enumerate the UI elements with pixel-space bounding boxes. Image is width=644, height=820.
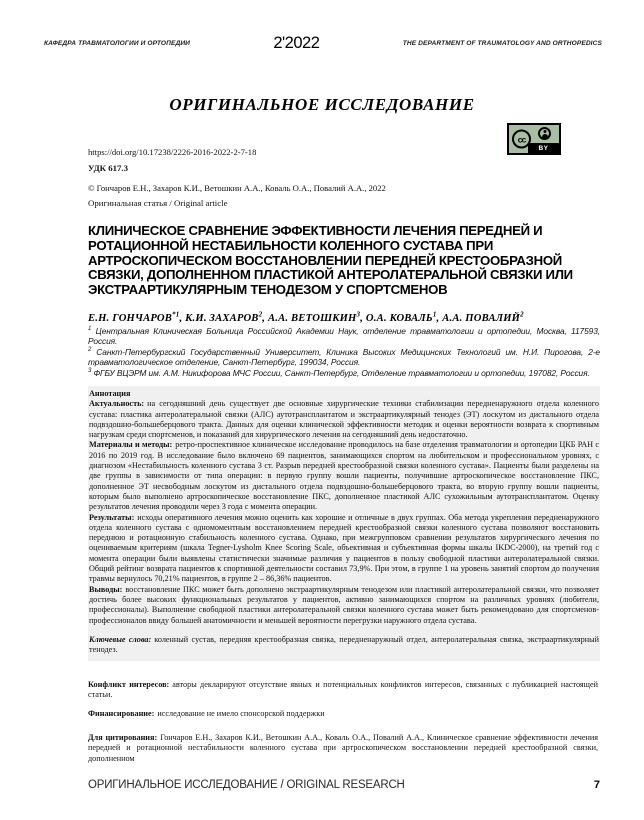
running-head-right: THE DEPARTMENT OF TRAUMATOLOGY AND ORTHOPEDICS bbox=[402, 40, 602, 47]
abstract-heading: Аннотация bbox=[89, 389, 131, 398]
copyright-line: © Гончаров Е.Н., Захаров К.И., Ветошкин А.А., Коваль О.А., Повалий А.А., 2022 bbox=[88, 183, 386, 193]
author-name: А.А. ПОВАЛИЙ bbox=[442, 312, 521, 324]
author-name: А.А. ВЕТОШКИН bbox=[267, 312, 357, 324]
abstract-methods-label: Материалы и методы: bbox=[89, 440, 173, 450]
author-name: О.А. КОВАЛЬ bbox=[365, 312, 433, 324]
abstract-results bbox=[89, 513, 599, 585]
person-body-shape bbox=[542, 134, 548, 138]
keywords-text: коленный сустав, передняя крестообразная связка, передненаружный отдел, антеролатеральная связка, экстраартикулярный тенодез. bbox=[89, 634, 599, 655]
citation-text: Гончаров Е.Н., Захаров К.И., Ветошкин А.А., Коваль О.А., Повалий А.А., Клиническое сравнение эффективности лечения передней и ротационной нестабильности коленного сустава при артроскопическом восстановлении передней крестообразной связки, дополненном bbox=[88, 733, 598, 763]
affiliation-number: 2 bbox=[88, 347, 92, 354]
author bbox=[267, 310, 366, 324]
citation-statement bbox=[88, 733, 598, 764]
udk-code: УДК 617.3 bbox=[88, 163, 128, 173]
author-affiliation-mark: 1 bbox=[432, 310, 437, 318]
author-affiliation-mark: 2 bbox=[520, 310, 524, 318]
affiliation-text: ФГБУ ВЦЭРМ им. А.М. Никифорова МЧС России, Санкт-Петербург, Отделение травматологии и ортопедии, 197082, Россия. bbox=[93, 368, 590, 379]
affiliation-number: 3 bbox=[88, 368, 92, 375]
conflict-label: Конфликт интересов: bbox=[88, 680, 170, 689]
keywords-label: Ключевые слова: bbox=[89, 634, 152, 644]
author-name: К.И. ЗАХАРОВ bbox=[185, 312, 259, 324]
abstract-conclusions-label: Выводы: bbox=[89, 584, 123, 594]
abstract-results-label: Результаты: bbox=[89, 512, 135, 522]
page-number: 7 bbox=[593, 779, 600, 791]
author bbox=[442, 310, 524, 324]
author-affiliation-mark: 3 bbox=[356, 310, 361, 318]
author-name: Е.Н. ГОНЧАРОВ bbox=[88, 312, 173, 324]
funding-label: Финансирование: bbox=[88, 709, 155, 718]
by-label: BY bbox=[528, 143, 559, 153]
abstract-methods-text: ретро-проспективное клиническое исследование проводилось на базе отделения травматологии и ортопедии ЦКБ РАН с 2016 по 2019 год. В исследование было включено 69 пациентов, занимающихся спортом на любительском и профессиональном уровнях, с диагнозом «Нестабильность коленного сустава 3 ст. Разрыв передней крестообразной связки коленного сустава». Пациенты были разделены на две группы в зависимости от типа операции: в первую группу вошли пациенты, получившие артроскопическое восстановление ПКС, дополненное ЭТ несвободным лоскутом из дистального отдела подвздошно-большеберцового тракта, во вторую группу вошли пациенты, которым было выполнено артроскопическое восстановление ПКС, дополненное пластикой АЛС сухожильным аутотрансплантатом. Оценку результатов лечения проводили через 3 года с момента операции. bbox=[89, 440, 600, 512]
abstract-results-text: исходы оперативного лечения можно оценить как хорошие и отличные в двух группах. Оба метода укрепления передненаружного отдела коленного сустава с одномоментным восстановлением передней крестообразной связки коленного сустава позволяют восстановить переднюю и ротационную стабильность коленного сустава. Однако, при межгрупповом сравнении результатов хирургического лечения по оцениваемым критериям (шкала Tegner-Lysholm Knee Scoring Scale, объективная и субъективная формы шкалы IKDC-2000), на третий год с момента операции были выявлены статистически значимые различия у пациентов в пользу свободной пластики антеролатеральной связки. Общий рейтинг возврата пациентов к спортивной деятельности составил 73,9%. При этом, в группе 1 на уровень занятий спортом до получения травмы вернулось 70,21% пациентов, в группе 2 – 86,36% пациентов. bbox=[89, 512, 599, 584]
author bbox=[365, 310, 442, 324]
abstract-relevance-text: на сегодняшний день существует две основные хирургические техники стабилизации передненаружного отдела коленного сустава: пластика антеролатеральной связки (АЛС) аутотрансплантатом и экстраартикулярный тенодез (ЭТ) лоскутом из дистального отдела подвздошно-большеберцового тракта. Данных для оценки клинической эффективности методик и оценки вероятности возврата к спортивным нагрузкам среди спортсменов, и показаний для хирургического лечения на сегодняшний день недостаточно. bbox=[89, 399, 599, 440]
footer-section-label: ОРИГИНАЛЬНОЕ ИССЛЕДОВАНИЕ / ORIGINAL RESEARCH bbox=[88, 779, 405, 791]
author bbox=[88, 310, 185, 324]
funding-statement bbox=[88, 709, 598, 719]
doi-link[interactable]: https://doi.org/10.17238/2226-2016-2022-2-7-18 bbox=[88, 147, 257, 157]
attribution-person-icon bbox=[538, 127, 551, 140]
keywords bbox=[89, 635, 599, 656]
abstract-methods bbox=[89, 440, 599, 512]
cc-by-license-badge[interactable] bbox=[507, 123, 561, 155]
person-head-shape bbox=[543, 130, 546, 133]
abstract-conclusions-text: восстановление ПКС может быть дополнено экстраартикулярным тенодезом или пластикой антеролатеральной связки, что позволяет достичь более высоких функциональных результатов у пациентов, активно занимающихся спортом на различных уровнях (любители, профессионалы). Выполнение свободной пластики антеролатеральной связки коленного сустава может быть рекомендовано для спортсменов-профессионалов ввиду большей анатомичности и меньшей вероятности перегрузки наружного отдела сустава. bbox=[89, 584, 599, 625]
abstract-conclusions bbox=[89, 585, 599, 626]
abstract-block bbox=[88, 386, 600, 661]
article-type-line: Оригинальная статья / Original article bbox=[88, 198, 228, 208]
conflict-of-interest bbox=[88, 680, 598, 701]
affiliation bbox=[88, 325, 600, 346]
running-head bbox=[44, 34, 602, 53]
affiliation-text: Центральная Клиническая Больница Российской Академии Наук, отделение травматологии и ортопедии, Москва, 117593, Россия. bbox=[88, 325, 601, 346]
author-affiliation-mark: 2 bbox=[258, 310, 263, 318]
author-affiliation-mark: *1 bbox=[172, 310, 180, 318]
conflict-text: авторы декларируют отсутствие явных и потенциальных конфликтов интересов, связанных с публикацией настоящей статьи. bbox=[88, 680, 598, 700]
affiliation bbox=[88, 367, 600, 379]
citation-label: Для цитирования: bbox=[88, 733, 158, 742]
affiliation bbox=[88, 346, 600, 367]
abstract-relevance-label: Актуальность: bbox=[89, 399, 145, 409]
section-heading: ОРИГИНАЛЬНОЕ ИССЛЕДОВАНИЕ bbox=[169, 95, 475, 114]
article-title: КЛИНИЧЕСКОЕ СРАВНЕНИЕ ЭФФЕКТИВНОСТИ ЛЕЧЕНИЯ ПЕРЕДНЕЙ И РОТАЦИОННОЙ НЕСТАБИЛЬНОСТИ КОЛЕННОГО СУСТАВА ПРИ АРТРОСКОПИЧЕСКОМ ВОССТАНОВЛЕНИИ ПЕРЕДНЕЙ КРЕСТООБРАЗНОЙ СВЯЗКИ, ДОПОЛНЕННОМ ПЛАСТИКОЙ АНТЕРОЛАТЕРАЛЬНОЙ СВЯЗКИ ИЛИ ЭКСТРААРТИКУЛЯРНЫМ ТЕНОДЕЗОМ У СПОРТСМЕНОВ bbox=[88, 223, 573, 298]
affiliations bbox=[88, 325, 600, 379]
authors-line bbox=[88, 310, 598, 324]
running-head-left: КАФЕДРА ТРАВМАТОЛОГИИ И ОРТОПЕДИИ bbox=[44, 40, 191, 47]
author bbox=[185, 310, 268, 324]
page-footer bbox=[88, 779, 600, 791]
affiliation-text: Санкт-Петербургский Государственный Университет, Клиника Высоких Медицинских Технологий им. Н.И. Пирогова, 2-е травматологическое отделение, Санкт-Петербург, 199034, Россия. bbox=[88, 347, 600, 367]
issue-number: 2'2022 bbox=[273, 34, 320, 52]
abstract-relevance bbox=[89, 399, 599, 440]
funding-text: исследование не имело спонсорской поддержки bbox=[157, 709, 325, 718]
affiliation-number: 1 bbox=[88, 326, 92, 332]
cc-logo-icon: cc bbox=[512, 130, 531, 149]
